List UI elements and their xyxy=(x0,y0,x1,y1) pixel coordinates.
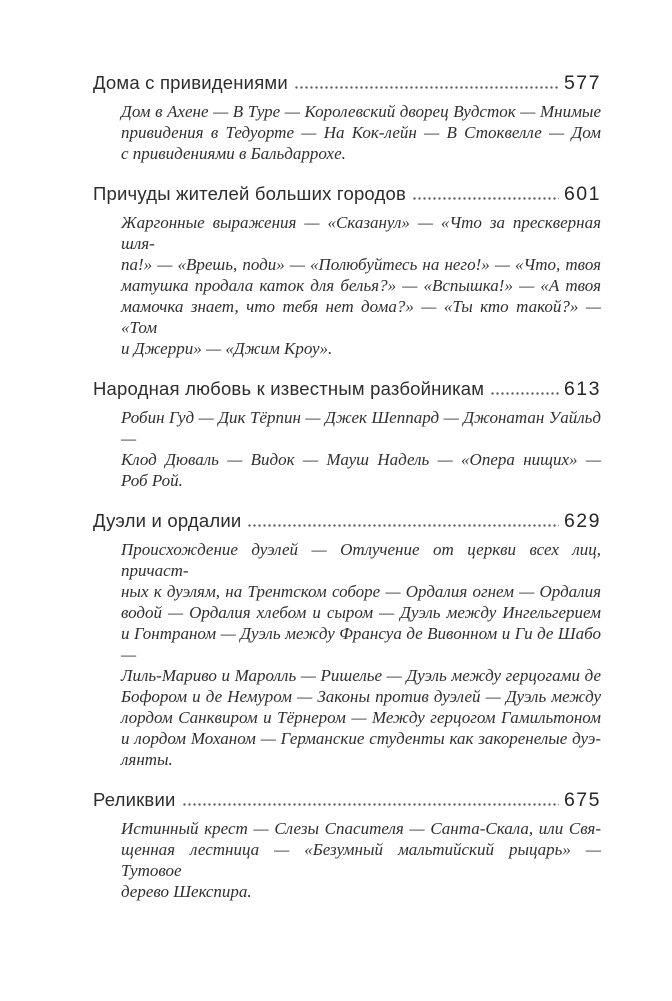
description-line: и лордом Моханом — Германские студенты как закоренелые дуэ- xyxy=(121,729,601,748)
description-line: и Гонтраном — Дуэль между Франсуа де Вивонном и Ги де Шабо — xyxy=(121,624,601,664)
description-line: ных к дуэлям, на Трентском соборе — Ордалия огнем — Ордалия xyxy=(121,582,601,601)
toc-entry xyxy=(93,71,601,95)
toc-entry-page-number: 577 xyxy=(563,72,601,94)
toc-entry xyxy=(93,182,601,206)
description-line: Истинный крест — Слезы Спасителя — Санта-Скала, или Свя- xyxy=(121,819,601,838)
toc-entry-page-number: 675 xyxy=(563,789,601,811)
toc-section-haunted-houses xyxy=(93,71,601,164)
toc-entry-description xyxy=(121,407,601,491)
description-line: привидения в Тедуорте — На Кок-лейн — В Стоквелле — Дом xyxy=(121,123,601,142)
toc-entry-page-number: 613 xyxy=(563,378,601,400)
toc-entry-page-number: 629 xyxy=(563,510,601,532)
description-line: мамочка знает, что тебя нет дома?» — «Ты кто такой?» — «Том xyxy=(121,297,601,337)
toc-section-relics xyxy=(93,788,601,902)
toc-section-duels-ordeals xyxy=(93,509,601,770)
description-line: матушка продала каток для белья?» — «Вспышка!» — «А твоя xyxy=(121,276,601,295)
toc-entry-description xyxy=(121,101,601,164)
dotted-leader xyxy=(412,197,559,200)
description-line: Роб Рой. xyxy=(121,471,183,490)
dotted-leader xyxy=(247,524,559,527)
toc-entry-title: Народная любовь к известным разбойникам xyxy=(93,378,485,399)
description-line: лордом Санквиром и Тёрнером — Между герцогом Гамильтоном xyxy=(121,708,601,727)
toc-entry-page-number: 601 xyxy=(563,183,601,205)
description-line: Жаргонные выражения — «Сказанул» — «Что за прескверная шля- xyxy=(121,213,601,253)
description-line: дерево Шекспира. xyxy=(121,882,252,901)
toc-entry xyxy=(93,788,601,812)
description-line: Лиль-Мариво и Маролль — Ришелье — Дуэль между герцогами де xyxy=(121,666,601,685)
toc-entry-title: Причуды жителей больших городов xyxy=(93,183,407,204)
description-line: Бофором и де Немуром — Законы против дуэлей — Дуэль между xyxy=(121,687,601,706)
description-line: щенная лестница — «Безумный мальтийский рыцарь» — Тутовое xyxy=(121,840,601,880)
toc-entry-description xyxy=(121,539,601,770)
toc-entry-title: Реликвии xyxy=(93,789,176,810)
toc-entry-description xyxy=(121,212,601,359)
toc-section-city-dwellers xyxy=(93,182,601,359)
description-line: па!» — «Врешь, поди» — «Полюбуйтесь на него!» — «Что, твоя xyxy=(121,255,601,274)
toc-section-famous-robbers xyxy=(93,377,601,491)
description-line: Происхождение дуэлей — Отлучение от церкви всех лиц, причаст- xyxy=(121,540,601,580)
description-line: Дом в Ахене — В Туре — Королевский дворец Вудсток — Мнимые xyxy=(121,102,601,121)
toc-entry xyxy=(93,509,601,533)
description-line: с привидениями в Бальдаррохе. xyxy=(121,144,346,163)
toc-entry-title: Дуэли и ордалии xyxy=(93,510,242,531)
toc-entry-title: Дома с привидениями xyxy=(93,72,288,93)
description-line: и Джерри» — «Джим Кроу». xyxy=(121,339,333,358)
toc-entry xyxy=(93,377,601,401)
dotted-leader xyxy=(490,392,559,395)
dotted-leader xyxy=(182,803,559,806)
description-line: лянты. xyxy=(121,750,173,769)
toc-entry-description xyxy=(121,818,601,902)
dotted-leader xyxy=(294,86,559,89)
description-line: Клод Дюваль — Видок — Мауш Надель — «Опера нищих» — xyxy=(121,450,601,469)
description-line: Робин Гуд — Дик Тёрпин — Джек Шеппард — Джонатан Уайльд — xyxy=(121,408,601,448)
description-line: водой — Ордалия хлебом и сыром — Дуэль между Ингельгерием xyxy=(121,603,601,622)
